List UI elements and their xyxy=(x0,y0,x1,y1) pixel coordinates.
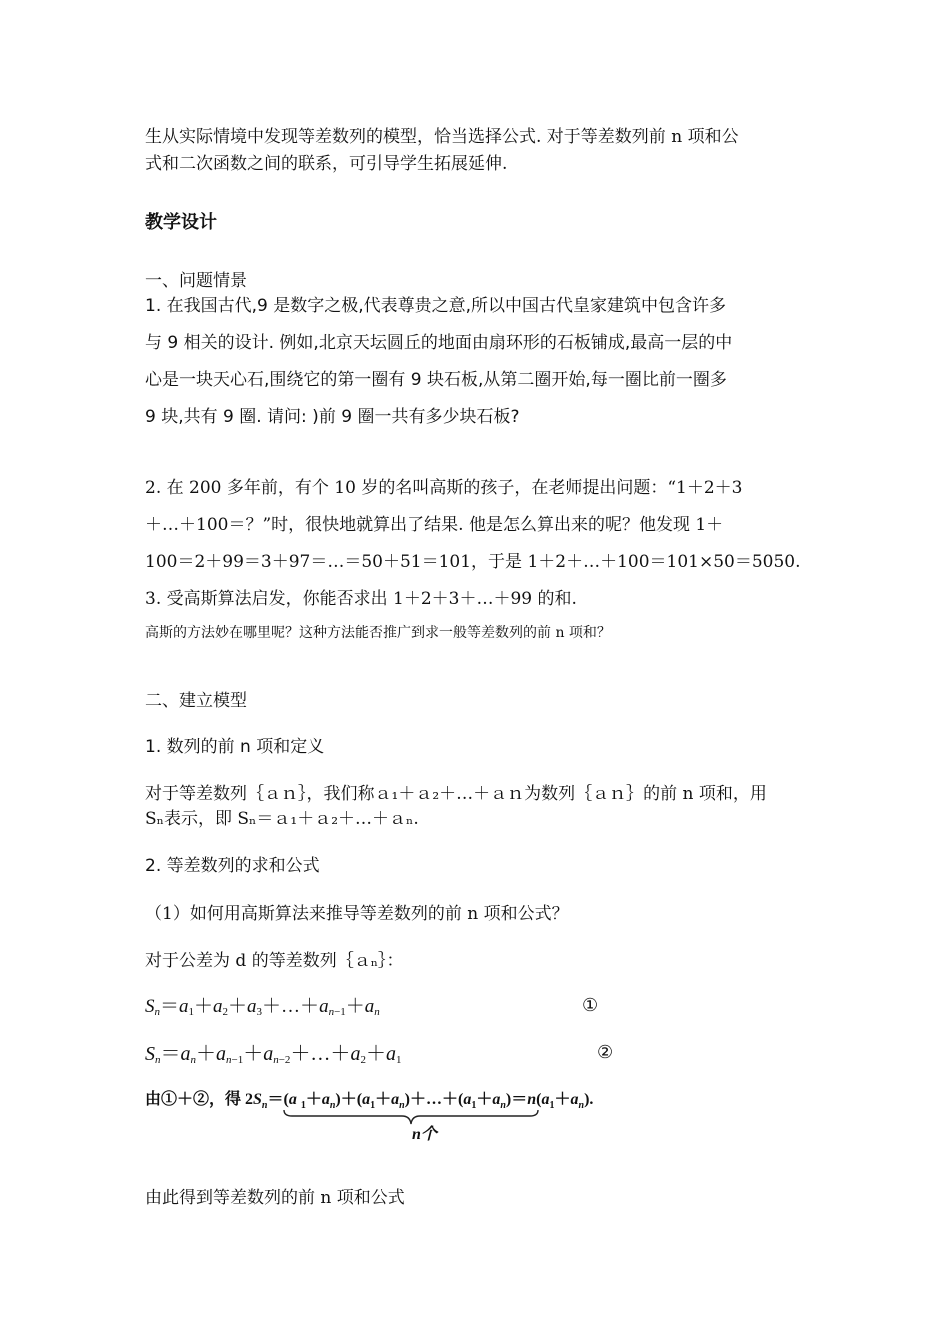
intro-line-1: 生从实际情境中发现等差数列的模型，恰当选择公式. 对于等差数列前 n 项和公 xyxy=(145,127,739,147)
section-title: 教学设计 xyxy=(145,212,217,233)
question2-line-1: 2. 在 200 多年前，有个 10 岁的名叫高斯的孩子，在老师提出问题：“1＋2＋3 xyxy=(145,478,743,498)
definition-line-2: Sₙ表示，即 Sₙ＝ａ₁＋ａ₂＋…＋ａₙ. xyxy=(145,809,419,829)
equation-marker-1: ① xyxy=(582,995,599,1016)
equation-reverse-sum: $S_n=a_n+a_{n-1}+a_{n-2}+\dots+a_2+a_1$ xyxy=(145,1043,402,1066)
common-difference-line: 对于公差为 d 的等差数列｛ａₙ｝： xyxy=(145,951,404,971)
question1-line-3: 心是一块天心石,围绕它的第一圈有 9 块石板,从第二圈开始,每一圈比前一圈多 xyxy=(145,370,727,390)
question4-line: 高斯的方法妙在哪里呢？这种方法能否推广到求一般等差数列的前 n 项和？ xyxy=(145,625,611,641)
equation-forward-sum: $S_n=a_1+a_2+a_3+\dots+a_{n-1}+a_n$ xyxy=(145,996,380,1018)
underbrace-icon xyxy=(282,1108,540,1126)
underbrace-label: n个 xyxy=(412,1126,437,1143)
question1-line-2: 与 9 相关的设计. 例如,北京天坛圆丘的地面由扇环形的石板铺成,最高一层的中 xyxy=(145,333,733,353)
definition-line-1: 对于等差数列｛ａｎ｝，我们称ａ₁＋ａ₂＋…＋ａｎ为数列｛ａｎ｝的前 n 项和，用 xyxy=(145,784,767,804)
subheading-sum-definition: 1. 数列的前 n 项和定义 xyxy=(145,737,325,757)
intro-line-2: 式和二次函数之间的联系，可引导学生拓展延伸. xyxy=(145,154,508,174)
question2-line-2: ＋…＋100＝？”时，很快地就算出了结果. 他是怎么算出来的呢？他发现 1＋ xyxy=(145,515,724,535)
question2-line-3: 100＝2＋99＝3＋97＝…＝50＋51＝101，于是 1＋2＋…＋100＝101×50＝5050. xyxy=(145,552,801,572)
derivation-question: （1）如何用高斯算法来推导等差数列的前 n 项和公式？ xyxy=(145,904,569,924)
part2-heading: 二、建立模型 xyxy=(145,691,247,711)
conclusion-line: 由此得到等差数列的前 n 项和公式 xyxy=(145,1188,405,1208)
equation-marker-2: ② xyxy=(597,1042,614,1063)
subheading-sum-formula: 2. 等差数列的求和公式 xyxy=(145,856,320,876)
question1-line-1: 1. 在我国古代,9 是数字之极,代表尊贵之意,所以中国古代皇家建筑中包含许多 xyxy=(145,296,727,316)
question3-line: 3. 受高斯算法启发，你能否求出 1＋2＋3＋…＋99 的和. xyxy=(145,589,577,609)
equation-combined-sum: 由①＋②，得 $2S_n=(a$ $_1+a_n)+(a_1+a_n)+\dots+(a_1+a_n)=n(a_1+a_n)$. xyxy=(145,1091,594,1112)
question1-line-4: 9 块,共有 9 圈. 请问: )前 9 圈一共有多少块石板? xyxy=(145,407,520,427)
part1-heading: 一、问题情景 xyxy=(145,271,247,291)
